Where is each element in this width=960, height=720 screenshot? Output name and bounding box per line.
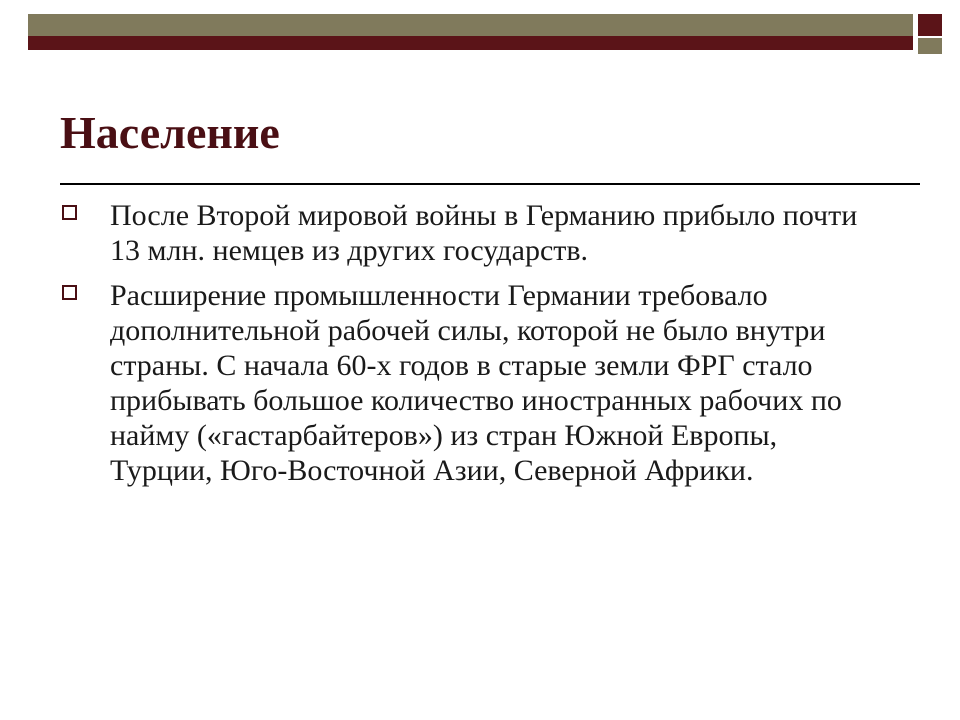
decor-bar-olive bbox=[28, 14, 913, 36]
bullet-item bbox=[62, 198, 862, 268]
square-bullet-icon bbox=[62, 285, 77, 300]
bullet-item bbox=[62, 278, 862, 488]
decor-square-olive bbox=[918, 38, 942, 54]
decor-square-dark bbox=[918, 14, 942, 36]
square-bullet-icon bbox=[62, 205, 77, 220]
decor-bar-dark bbox=[28, 36, 913, 50]
bullet-text: После Второй мировой войны в Германию прибыло почти 13 млн. немцев из других государств. bbox=[110, 199, 858, 267]
slide-title: Население bbox=[60, 107, 280, 158]
title-divider bbox=[60, 183, 920, 185]
bullet-list bbox=[62, 198, 862, 498]
bullet-text: Расширение промышленности Германии требовало дополнительной рабочей силы, которой не было внутри страны. С начала 60-х годов в старые земли ФРГ стало прибывать большое количество иностранных рабочих по найму («гастарбайтеров») из стран Южной Европы, Турции, Юго-Восточной Азии, Северной Африки. bbox=[110, 279, 842, 487]
